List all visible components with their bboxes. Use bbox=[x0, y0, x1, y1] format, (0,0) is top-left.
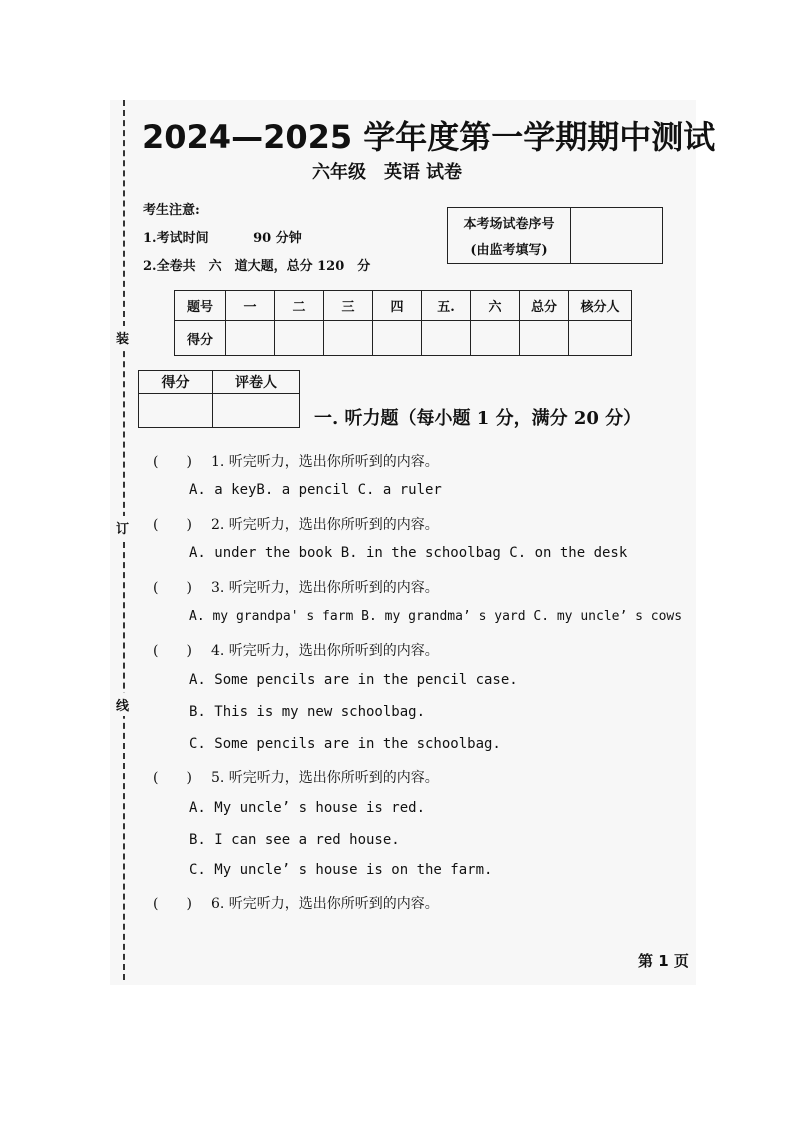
score-header-cell: 题号 bbox=[175, 291, 226, 321]
score-header-cell: 一 bbox=[226, 291, 275, 321]
score-row-label: 得分 bbox=[175, 321, 226, 356]
seq-label bbox=[448, 208, 571, 263]
question-5-option-c: C. My uncle’ s house is on the farm. bbox=[189, 862, 493, 878]
score-cell[interactable] bbox=[324, 321, 373, 356]
score-cell[interactable] bbox=[520, 321, 569, 356]
score-table bbox=[174, 290, 632, 356]
answer-blank[interactable]: ( ) bbox=[153, 580, 192, 596]
grade-label: 六年级 bbox=[312, 162, 366, 183]
notice-time-label: 1.考试时间 bbox=[143, 231, 209, 246]
grader-table bbox=[138, 370, 300, 428]
score-cell[interactable] bbox=[226, 321, 275, 356]
score-header-cell: 六 bbox=[471, 291, 520, 321]
question-4-option-b: B. This is my new schoolbag. bbox=[189, 704, 426, 720]
question-text: 2. 听完听力，选出你所听到的内容。 bbox=[211, 517, 439, 533]
question-1-options: A. a keyB. a pencil C. a ruler bbox=[189, 482, 442, 498]
section-heading-listening: 一. 听力题（每小题 1 分，满分 20 分） bbox=[314, 408, 642, 429]
question-6 bbox=[153, 893, 439, 913]
binding-char-ding: 订 bbox=[116, 516, 129, 539]
answer-blank[interactable]: ( ) bbox=[153, 454, 192, 470]
exam-title: 2024—2025 学年度第一学期期中测试 bbox=[142, 118, 716, 156]
score-cell[interactable] bbox=[275, 321, 324, 356]
notice-time-value: 90 分钟 bbox=[253, 231, 302, 246]
page-number: 第 1 页 bbox=[638, 952, 689, 970]
notice-heading: 考生注意: bbox=[143, 203, 200, 218]
subject-label: 英语 bbox=[384, 162, 420, 183]
binding-line bbox=[123, 100, 125, 980]
question-4 bbox=[153, 640, 439, 660]
question-2-options: A. under the book B. in the schoolbag C. on the desk bbox=[189, 545, 628, 561]
question-4-option-c: C. Some pencils are in the schoolbag. bbox=[189, 736, 501, 752]
question-text: 3. 听完听力，选出你所听到的内容。 bbox=[211, 580, 439, 596]
seq-number-input[interactable] bbox=[571, 208, 662, 263]
question-text: 5. 听完听力，选出你所听到的内容。 bbox=[211, 770, 439, 786]
answer-blank[interactable]: ( ) bbox=[153, 517, 192, 533]
binding-char-xian: 线 bbox=[116, 693, 129, 716]
question-text: 1. 听完听力，选出你所听到的内容。 bbox=[211, 454, 439, 470]
score-header-cell: 四 bbox=[373, 291, 422, 321]
answer-blank[interactable]: ( ) bbox=[153, 770, 192, 786]
score-cell[interactable] bbox=[569, 321, 632, 356]
question-5-option-a: A. My uncle’ s house is red. bbox=[189, 800, 426, 816]
grader-header-row bbox=[139, 371, 300, 394]
score-table-score-row bbox=[175, 321, 632, 356]
grader-name-cell[interactable] bbox=[213, 394, 300, 428]
score-cell[interactable] bbox=[422, 321, 471, 356]
question-5-option-b: B. I can see a red house. bbox=[189, 832, 400, 848]
question-4-option-a: A. Some pencils are in the pencil case. bbox=[189, 672, 518, 688]
question-2 bbox=[153, 514, 439, 534]
question-text: 4. 听完听力，选出你所听到的内容。 bbox=[211, 643, 439, 659]
question-text: 6. 听完听力，选出你所听到的内容。 bbox=[211, 896, 439, 912]
paper-label: 试卷 bbox=[426, 162, 462, 183]
grader-body-row bbox=[139, 394, 300, 428]
score-cell[interactable] bbox=[373, 321, 422, 356]
binding-char-zhuang: 装 bbox=[116, 326, 129, 349]
question-3-options: A. my grandpa' s farm B. my grandma’ s yard C. my uncle’ s cows bbox=[189, 609, 683, 624]
seq-number-box bbox=[447, 207, 663, 264]
answer-blank[interactable]: ( ) bbox=[153, 643, 192, 659]
question-3 bbox=[153, 577, 439, 597]
score-table-header-row bbox=[175, 291, 632, 321]
grader-header-grader: 评卷人 bbox=[213, 371, 300, 394]
exam-subtitle bbox=[312, 158, 480, 184]
question-1 bbox=[153, 451, 439, 471]
grader-score-cell[interactable] bbox=[139, 394, 213, 428]
notice-total: 2.全卷共 六 道大题，总分 120 分 bbox=[143, 259, 371, 274]
seq-label-line1: 本考场试卷序号 bbox=[463, 217, 555, 233]
question-5 bbox=[153, 767, 439, 787]
seq-label-line2: (由监考填写) bbox=[470, 242, 548, 258]
score-header-cell: 三 bbox=[324, 291, 373, 321]
score-header-cell: 五. bbox=[422, 291, 471, 321]
notice-time bbox=[143, 227, 302, 246]
score-cell[interactable] bbox=[471, 321, 520, 356]
grader-header-score: 得分 bbox=[139, 371, 213, 394]
score-header-cell: 核分人 bbox=[569, 291, 632, 321]
score-header-cell: 总分 bbox=[520, 291, 569, 321]
score-header-cell: 二 bbox=[275, 291, 324, 321]
answer-blank[interactable]: ( ) bbox=[153, 896, 192, 912]
